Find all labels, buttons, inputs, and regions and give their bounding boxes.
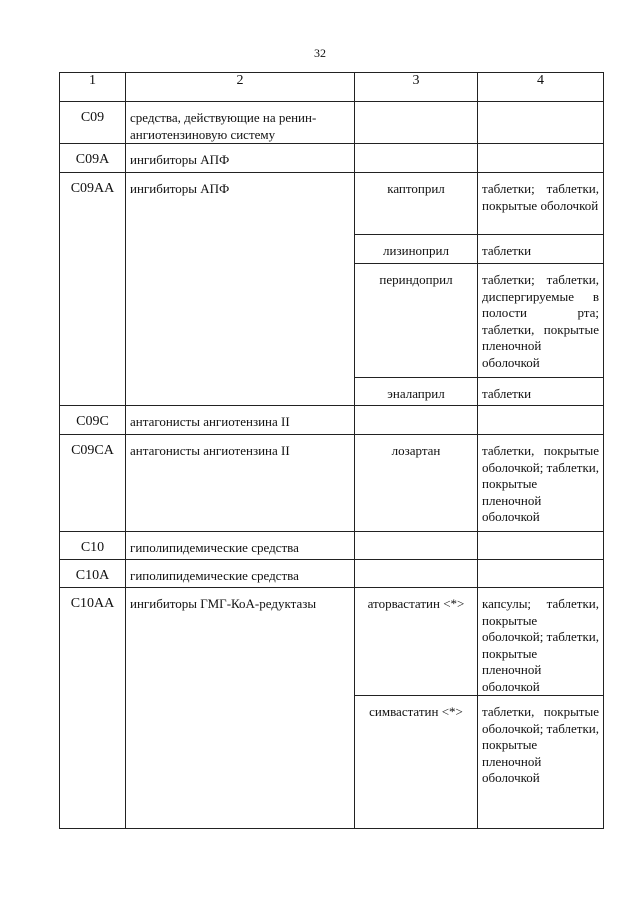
column-header: 3 xyxy=(355,73,478,102)
form-cell-empty xyxy=(478,144,604,173)
atc-group-name: антагонисты ангиотензина II xyxy=(126,435,355,532)
drug-name: эналаприл xyxy=(355,378,478,406)
table-header-row xyxy=(60,73,604,102)
atc-group-name: ингибиторы АПФ xyxy=(126,173,355,406)
atc-code: C10AA xyxy=(60,588,126,829)
atc-code: C09 xyxy=(60,102,126,144)
dosage-form: таблетки xyxy=(478,235,604,264)
drug-cell-empty xyxy=(355,406,478,435)
page-number: 32 xyxy=(314,46,326,60)
table-row xyxy=(60,560,604,588)
form-cell-empty xyxy=(478,532,604,560)
atc-group-name: гиполипидемические средства xyxy=(126,560,355,588)
form-cell-empty xyxy=(478,406,604,435)
atc-code: C09C xyxy=(60,406,126,435)
dosage-form: таблетки; таблетки, покрытые оболочкой xyxy=(478,173,604,235)
table-row xyxy=(60,173,604,235)
drug-cell-empty xyxy=(355,144,478,173)
drug-name: периндоприл xyxy=(355,264,478,378)
drug-name: аторвастатин <*> xyxy=(355,588,478,696)
table-row xyxy=(60,102,604,144)
table-row xyxy=(60,435,604,532)
atc-code: C10 xyxy=(60,532,126,560)
dosage-form: таблетки, покрытые оболочкой; таблетки, покрытые пленочной оболочкой xyxy=(478,435,604,532)
atc-group-name: ингибиторы АПФ xyxy=(126,144,355,173)
atc-group-name: антагонисты ангиотензина II xyxy=(126,406,355,435)
table-row xyxy=(60,144,604,173)
drug-name: лизиноприл xyxy=(355,235,478,264)
atc-code: C10A xyxy=(60,560,126,588)
form-cell-empty xyxy=(478,102,604,144)
atc-group-name: гиполипидемические средства xyxy=(126,532,355,560)
atc-group-name: средства, действующие на ренин-ангиотензиновую систему xyxy=(126,102,355,144)
atc-group-name: ингибиторы ГМГ-КоА-редуктазы xyxy=(126,588,355,829)
drug-name: лозартан xyxy=(355,435,478,532)
column-header: 1 xyxy=(60,73,126,102)
dosage-form: таблетки xyxy=(478,378,604,406)
drug-name: каптоприл xyxy=(355,173,478,235)
atc-code: C09CA xyxy=(60,435,126,532)
drug-name: симвастатин <*> xyxy=(355,696,478,829)
column-header: 2 xyxy=(126,73,355,102)
atc-code: C09AA xyxy=(60,173,126,406)
table-row xyxy=(60,406,604,435)
dosage-form: таблетки; таблетки, диспергируемые в полости рта; таблетки, покрытые пленочной оболочкой xyxy=(478,264,604,378)
drug-cell-empty xyxy=(355,102,478,144)
table-row xyxy=(60,588,604,696)
table-row xyxy=(60,532,604,560)
form-cell-empty xyxy=(478,560,604,588)
dosage-form: капсулы; таблетки, покрытые оболочкой; таблетки, покрытые пленочной оболочкой xyxy=(478,588,604,696)
drug-cell-empty xyxy=(355,532,478,560)
drug-cell-empty xyxy=(355,560,478,588)
dosage-form: таблетки, покрытые оболочкой; таблетки, покрытые пленочной оболочкой xyxy=(478,696,604,829)
drug-classification-table xyxy=(59,72,604,829)
atc-code: C09A xyxy=(60,144,126,173)
column-header: 4 xyxy=(478,73,604,102)
